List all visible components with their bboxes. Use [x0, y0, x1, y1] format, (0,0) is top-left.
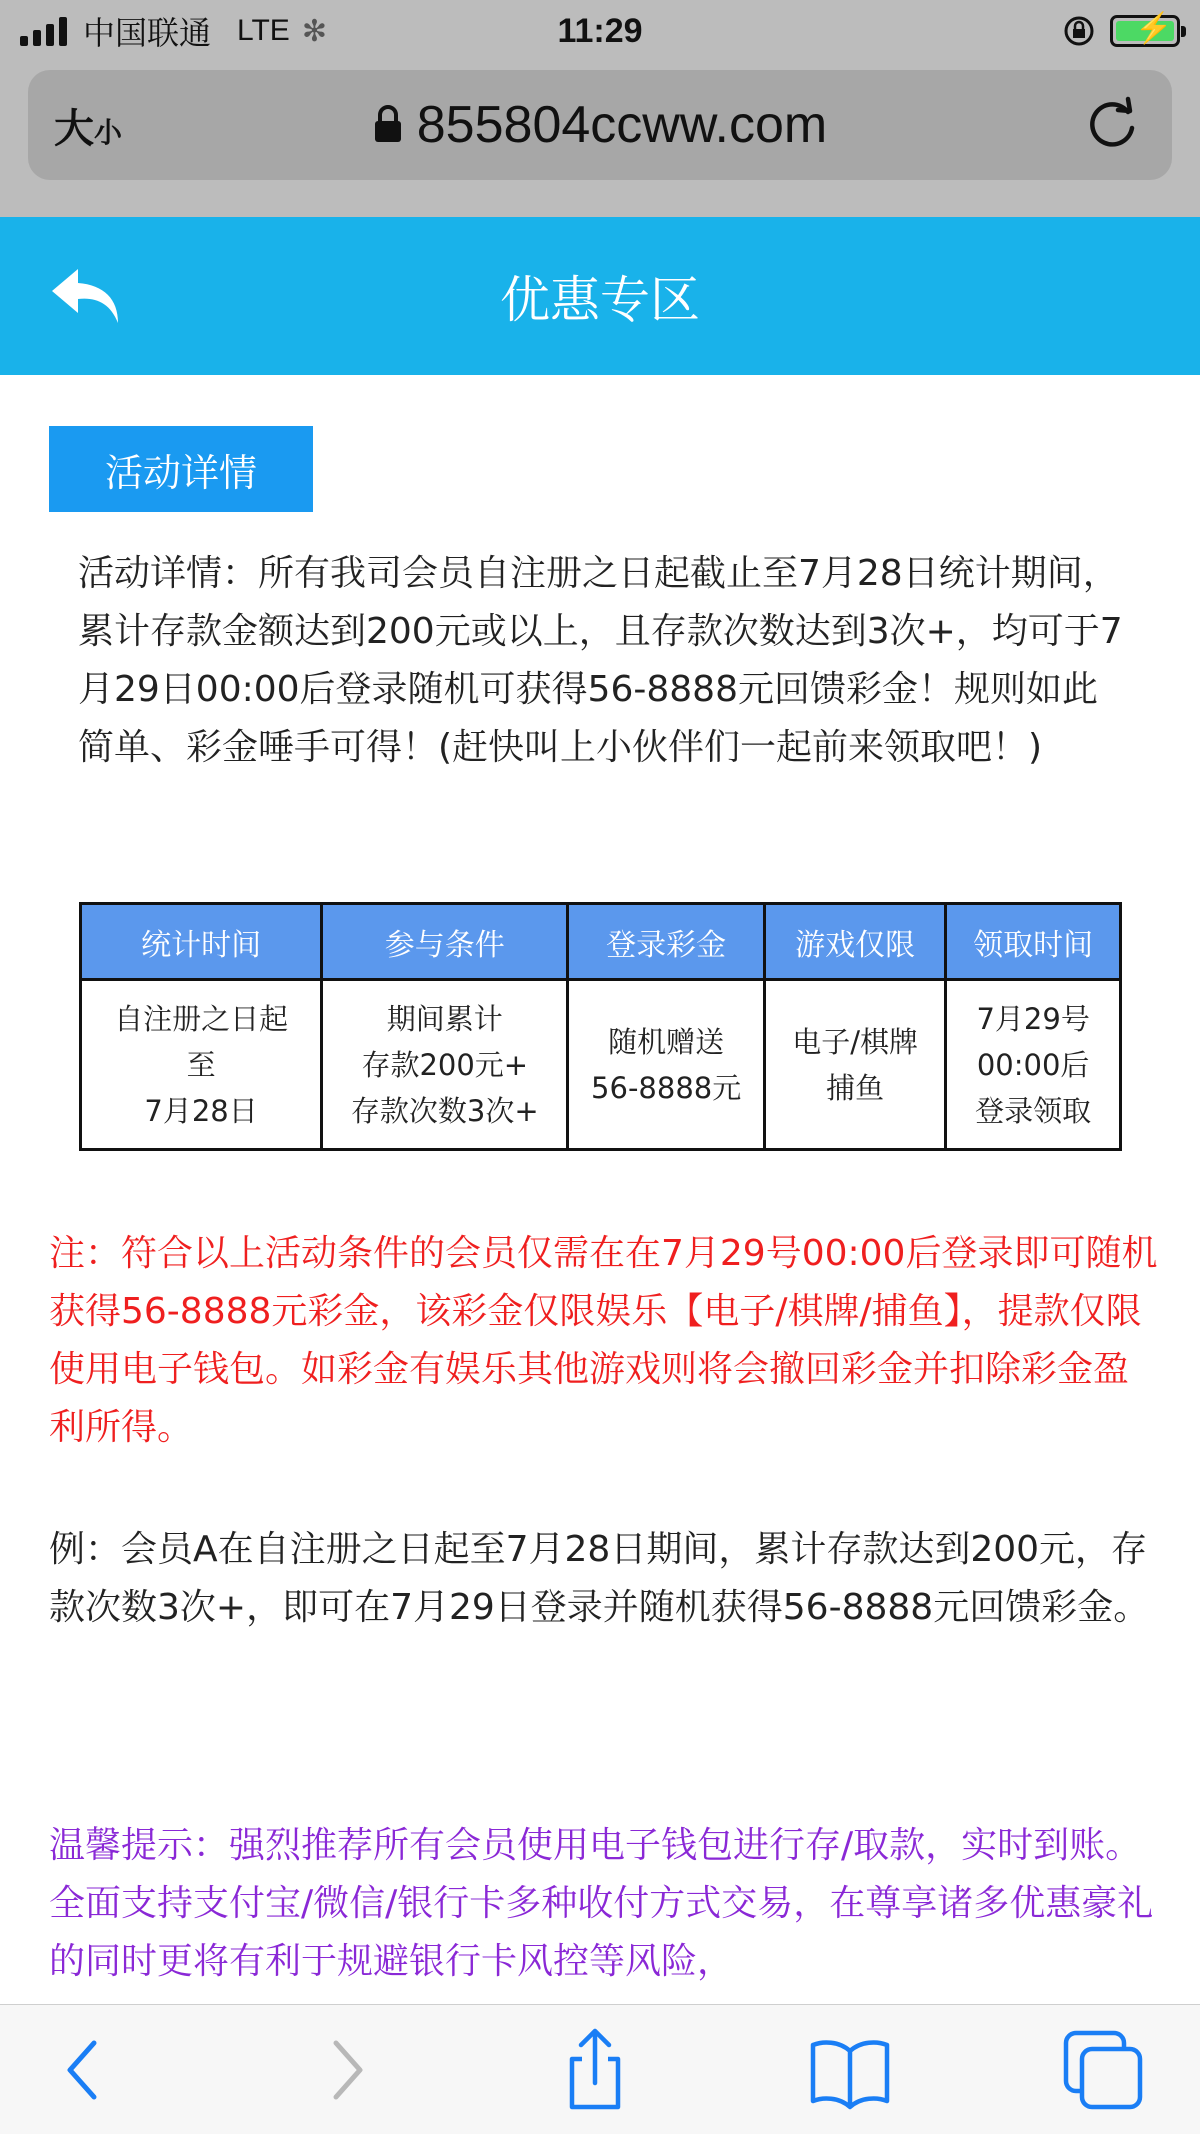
- table-cell-games: 电子/棋牌 捕鱼: [764, 980, 945, 1150]
- chevron-left-icon[interactable]: [40, 2025, 130, 2115]
- column-header: 统计时间: [81, 904, 322, 980]
- browser-top-bar: [0, 62, 1200, 217]
- text-size-button[interactable]: 大小: [54, 105, 123, 152]
- activity-intro: 活动详情：所有我司会员自注册之日起截止至7月28日统计期间，累计存款金额达到200元或以上，且存款次数达到3次+，均可于7月29日00:00后登录随机可获得56-8888元回馈彩金！规则如此简单、彩金唾手可得！(赶快叫上小伙伴们一起前来领取吧！): [78, 553, 1123, 768]
- signal-icon: [20, 16, 67, 46]
- column-header: 领取时间: [946, 904, 1121, 980]
- table-header-row: [81, 904, 1121, 980]
- bookmarks-icon[interactable]: [805, 2025, 895, 2115]
- app-header: [0, 217, 1200, 375]
- network-type: LTE: [237, 14, 290, 47]
- chevron-right-icon[interactable]: [300, 2025, 390, 2115]
- orientation-lock-icon: [1062, 14, 1096, 48]
- example-text: 例：会员A在自注册之日起至7月28日期间，累计存款达到200元，存款次数3次+，即可在7月29日登录并随机获得56-8888元回馈彩金。: [49, 1529, 1150, 1628]
- column-header: 登录彩金: [568, 904, 765, 980]
- rules-table: [79, 902, 1122, 1151]
- table-row: [81, 980, 1121, 1150]
- tip-text: 温馨提示：强烈推荐所有会员使用电子钱包进行存/取款，实时到账。全面支持支付宝/微信/银行卡多种收付方式交易，在尊享诸多优惠豪礼的同时更将有利于规避银行卡风控等风险，: [49, 1825, 1154, 1982]
- lock-icon: [373, 104, 403, 144]
- activity-spinner-icon: ✻: [301, 14, 327, 48]
- undo-arrow-icon[interactable]: [48, 265, 124, 331]
- url-text: 855804ccww.com: [28, 95, 1172, 155]
- status-bar: [0, 0, 1200, 62]
- carrier-name: 中国联通: [83, 14, 212, 52]
- reload-icon[interactable]: [1084, 94, 1144, 154]
- note-text: 注：符合以上活动条件的会员仅需在在7月29号00:00后登录即可随机获得56-8888元彩金，该彩金仅限娱乐【电子/棋牌/捕鱼】，提款仅限使用电子钱包。如彩金有娱乐其他游戏则将会撤回彩金并扣除彩金盈利所得。: [49, 1233, 1158, 1448]
- page-title: 优惠专区: [500, 271, 700, 329]
- column-header: 游戏仅限: [764, 904, 945, 980]
- column-header: 参与条件: [322, 904, 568, 980]
- battery-icon: ⚡: [1110, 15, 1180, 47]
- browser-toolbar: [0, 2004, 1200, 2134]
- table-cell-stat-period: 自注册之日起 至 7月28日: [81, 980, 322, 1150]
- table-cell-bonus: 随机赠送 56-8888元: [568, 980, 765, 1150]
- clock: 11:29: [557, 11, 643, 50]
- share-icon[interactable]: [550, 2025, 640, 2115]
- url-bar[interactable]: [28, 70, 1172, 180]
- tab-activity-details[interactable]: 活动详情: [49, 426, 313, 512]
- table-cell-conditions: 期间累计 存款200元+ 存款次数3次+: [322, 980, 568, 1150]
- table-cell-claim-time: 7月29号 00:00后 登录领取: [946, 980, 1121, 1150]
- tabs-icon[interactable]: [1058, 2025, 1148, 2115]
